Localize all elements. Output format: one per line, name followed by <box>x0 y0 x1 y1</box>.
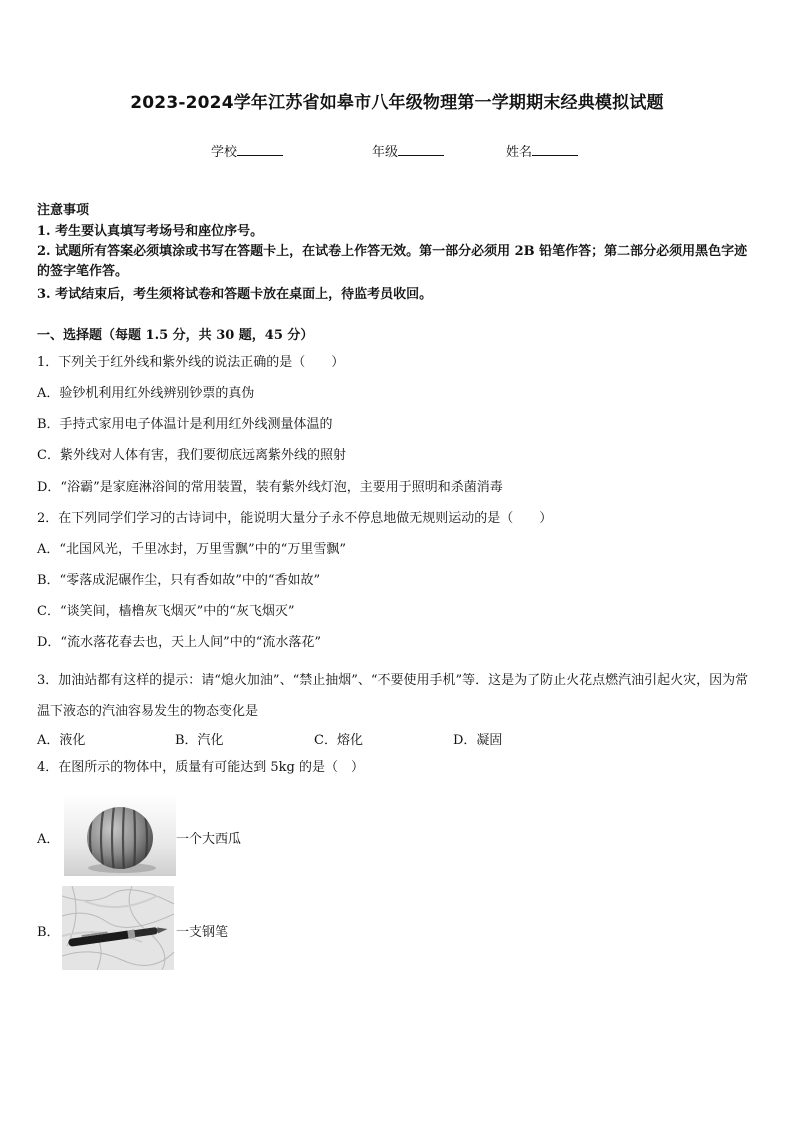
q3-option-d: D．凝固 <box>453 733 503 748</box>
school-blank <box>237 143 283 156</box>
section-heading: 一、选择题（每题 1.5 分，共 30 题，45 分） <box>37 328 314 343</box>
q2-stem: 2．在下列同学们学习的古诗词中，能说明大量分子永不停息地做无规则运动的是（ ） <box>37 511 553 526</box>
q4-option-b-letter: B． <box>37 925 60 940</box>
grade-label: 年级 <box>372 145 399 160</box>
q1-stem: 1．下列关于红外线和紫外线的说法正确的是（ ） <box>37 355 345 370</box>
q4-option-b-caption: 一支钢笔 <box>176 925 229 940</box>
q1-option-d: D．“浴霸”是家庭淋浴间的常用装置，装有紫外线灯泡，主要用于照明和杀菌消毒 <box>37 480 503 495</box>
q2-option-b: B．“零落成泥碾作尘，只有香如故”中的“香如故” <box>37 573 321 588</box>
school-label: 学校 <box>211 145 238 160</box>
name-blank <box>532 143 578 156</box>
q3-stem: 3．加油站都有这样的提示：请“熄火加油”、“禁止抽烟”、“不要使用手机”等．这是为了防止火花点燃汽油引起火灾，因为常温下液态的汽油容易发生的物态变化是 <box>37 673 749 719</box>
school-field <box>211 141 283 160</box>
name-label: 姓名 <box>506 145 533 160</box>
name-field <box>506 141 578 160</box>
notice-item-3: 3. 考试结束后，考生须将试卷和答题卡放在桌面上，待监考员收回。 <box>37 287 433 302</box>
q4-stem: 4．在图所示的物体中，质量有可能达到 5kg 的是（ ） <box>37 760 365 775</box>
notice-item-1: 1. 考生要认真填写考场号和座位序号。 <box>37 224 264 239</box>
q1-option-b: B．手持式家用电子体温计是利用红外线测量体温的 <box>37 417 333 432</box>
q3-option-c: C．熔化 <box>314 733 363 748</box>
exam-title: 2023-2024学年江苏省如皋市八年级物理第一学期期末经典模拟试题 <box>130 93 664 113</box>
pen-on-marble-image <box>62 886 174 970</box>
grade-field <box>372 141 444 160</box>
q4-option-a-letter: A． <box>37 832 60 847</box>
q1-option-a: A．验钞机利用红外线辨别钞票的真伪 <box>37 386 255 401</box>
q1-option-c: C．紫外线对人体有害，我们要彻底远离紫外线的照射 <box>37 448 346 463</box>
q2-option-a: A．“北国风光，千里冰封，万里雪飘”中的“万里雪飘” <box>37 542 346 557</box>
q3-option-a: A．液化 <box>37 733 86 748</box>
notice-item-2: 2. 试题所有答案必须填涂或书写在答题卡上，在试卷上作答无效。第一部分必须用 2B 铅笔作答；第二部分必须用黑色字迹的签字笔作答。 <box>37 244 748 279</box>
q4-option-a-caption: 一个大西瓜 <box>176 832 242 847</box>
notice-heading: 注意事项 <box>37 203 90 218</box>
q2-option-d: D．“流水落花春去也，天上人间”中的“流水落花” <box>37 635 322 650</box>
watermelon-image <box>64 794 176 876</box>
grade-blank <box>398 143 444 156</box>
q3-option-b: B．汽化 <box>175 733 224 748</box>
q2-option-c: C．“谈笑间，樯橹灰飞烟灭”中的“灰飞烟灭” <box>37 604 295 619</box>
